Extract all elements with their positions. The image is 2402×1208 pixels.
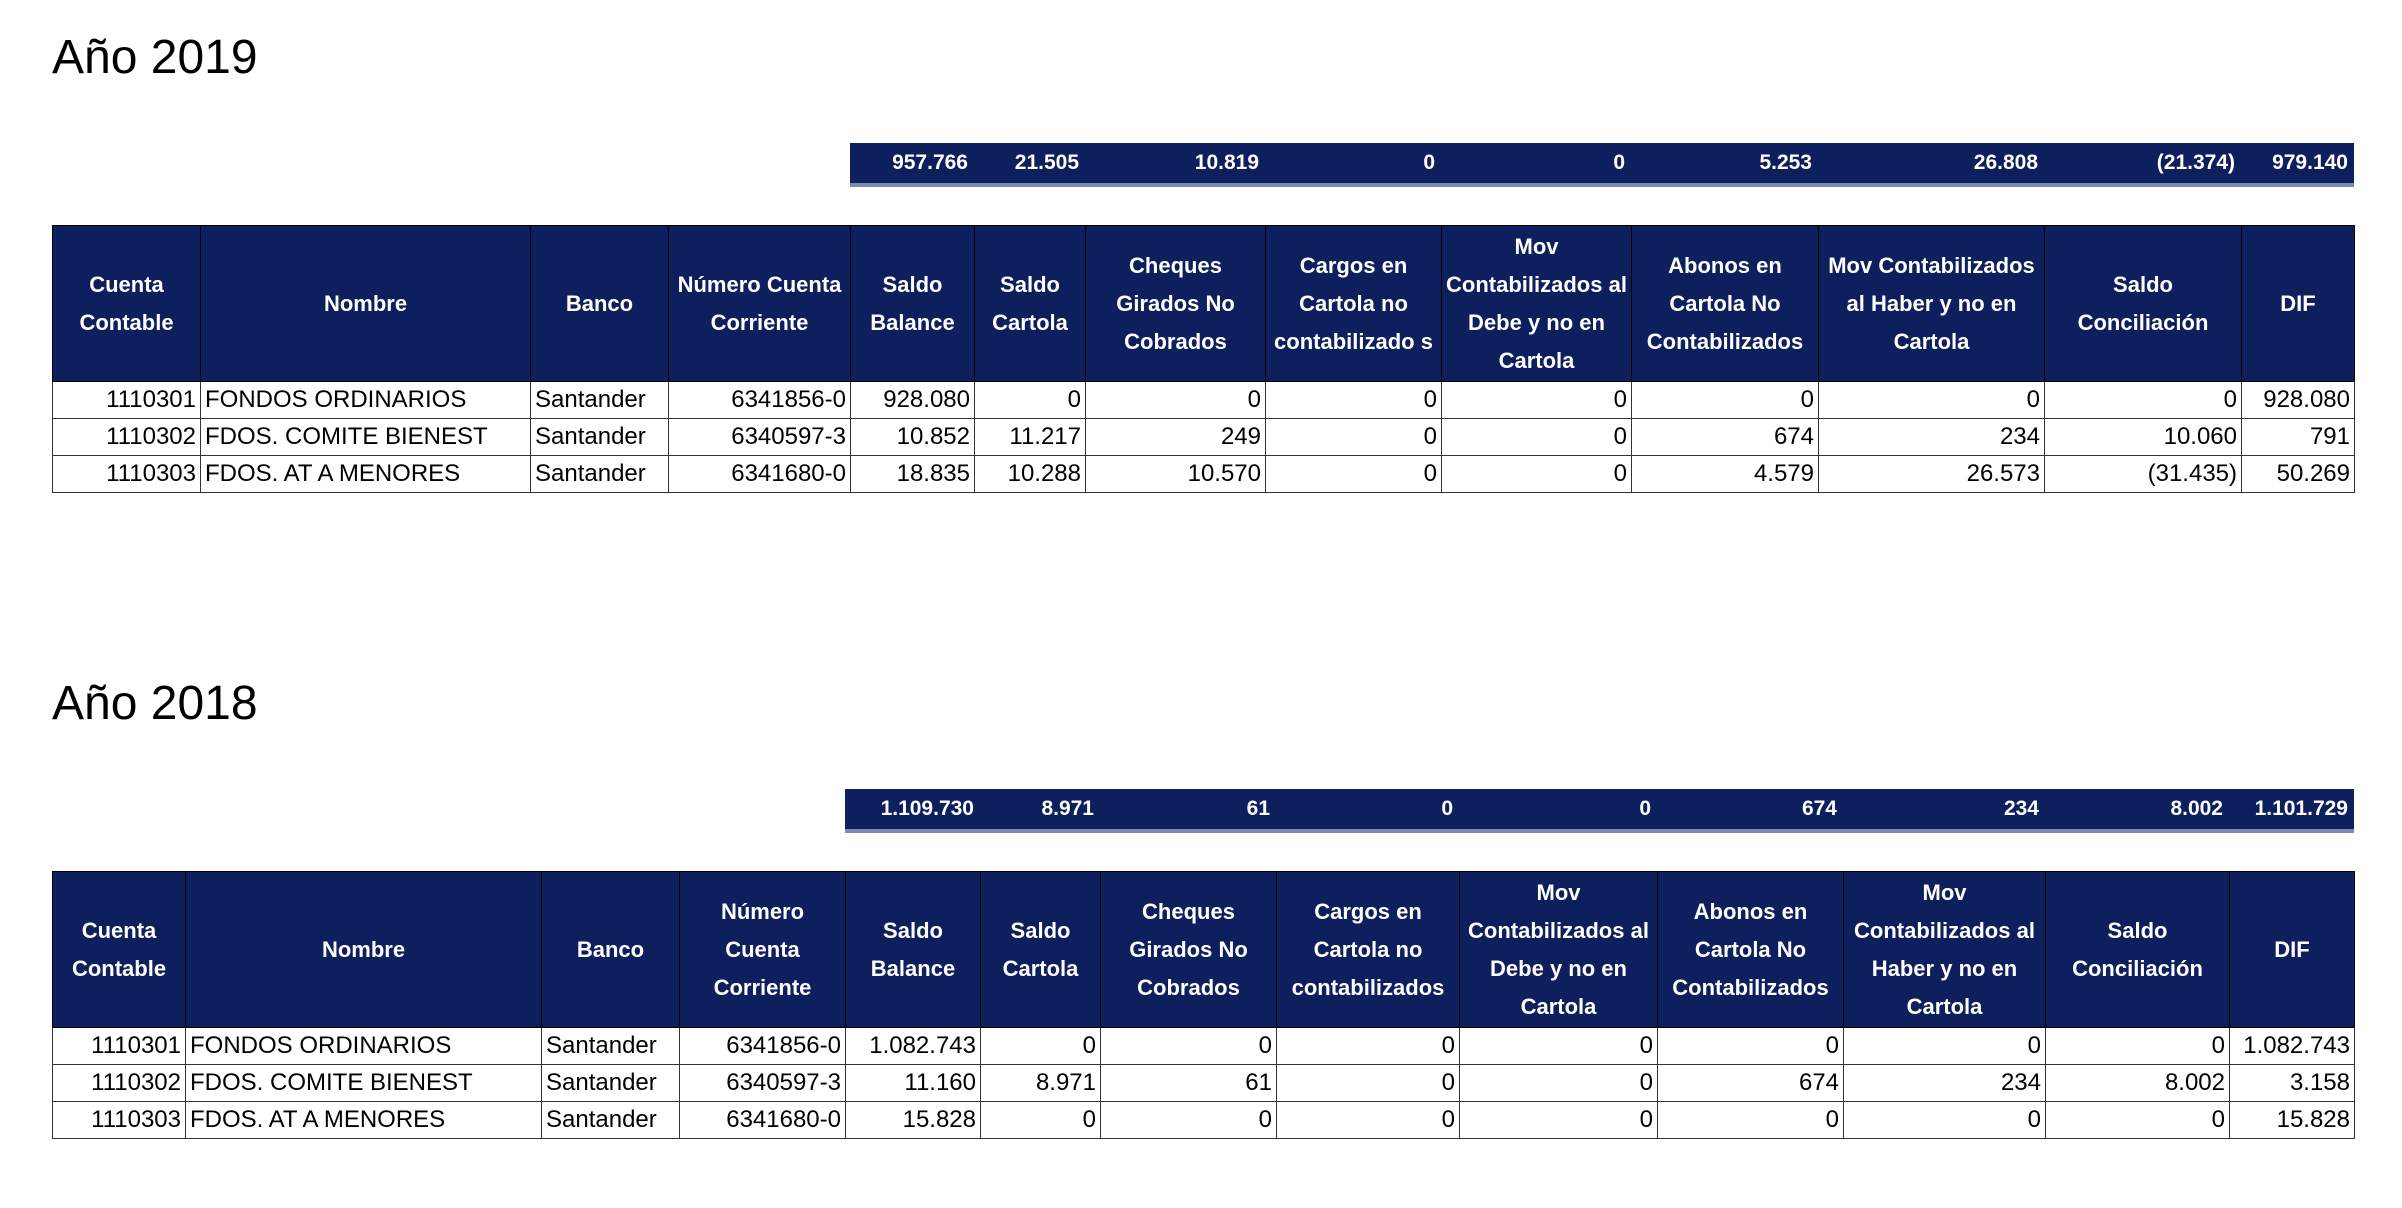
cell-mov-debe: 0 <box>1442 382 1632 419</box>
header-cargos-cartola: Cargos en Cartola no contabilizados <box>1277 872 1460 1028</box>
header-cheques-girados: Cheques Girados No Cobrados <box>1086 226 1266 382</box>
cell-mov-haber: 0 <box>1844 1102 2046 1139</box>
total-saldo-conciliacion: (21.374) <box>2156 151 2235 174</box>
header-cuenta-contable: Cuenta Contable <box>53 226 201 382</box>
cell-saldo-balance: 11.160 <box>846 1065 981 1102</box>
cell-nombre: FONDOS ORDINARIOS <box>186 1028 542 1065</box>
cell-dif: 928.080 <box>2242 382 2355 419</box>
header-cheques-girados: Cheques Girados No Cobrados <box>1101 872 1277 1028</box>
total-mov-haber: 26.808 <box>1973 151 2038 174</box>
header-saldo-balance: Saldo Balance <box>846 872 981 1028</box>
header-nombre: Nombre <box>186 872 542 1028</box>
total-mov-haber: 234 <box>2003 797 2039 820</box>
total-cheques-girados: 10.819 <box>1194 151 1259 174</box>
cell-mov-haber: 0 <box>1844 1028 2046 1065</box>
cell-abonos-cartola: 4.579 <box>1632 456 1819 493</box>
cell-cargos-cartola: 0 <box>1266 419 1442 456</box>
cell-cheques-girados: 10.570 <box>1086 456 1266 493</box>
total-dif: 1.101.729 <box>2254 797 2348 820</box>
cell-dif: 15.828 <box>2230 1102 2355 1139</box>
cell-cargos-cartola: 0 <box>1277 1102 1460 1139</box>
cell-saldo-cartola: 10.288 <box>975 456 1086 493</box>
total-mov-debe: 0 <box>1613 151 1625 174</box>
cell-cargos-cartola: 0 <box>1266 456 1442 493</box>
cell-cargos-cartola: 0 <box>1277 1065 1460 1102</box>
cell-cheques-girados: 249 <box>1086 419 1266 456</box>
cell-dif: 1.082.743 <box>2230 1028 2355 1065</box>
header-dif: DIF <box>2230 872 2355 1028</box>
cell-cuenta: 1110303 <box>53 456 201 493</box>
cell-numero-cuenta: 6340597-3 <box>669 419 851 456</box>
header-banco: Banco <box>542 872 680 1028</box>
total-saldo-cartola: 8.971 <box>1041 797 1094 820</box>
reconciliation-table-2019 <box>52 225 2355 493</box>
cell-saldo-balance: 928.080 <box>851 382 975 419</box>
cell-cheques-girados: 61 <box>1101 1065 1277 1102</box>
total-cargos-cartola: 0 <box>1441 797 1453 820</box>
header-saldo-conciliacion: Saldo Conciliación <box>2045 226 2242 382</box>
header-mov-debe: Mov Contabilizados al Debe y no en Cartola <box>1442 226 1632 382</box>
cell-cuenta: 1110302 <box>53 419 201 456</box>
cell-cheques-girados: 0 <box>1101 1102 1277 1139</box>
header-numero-cuenta: Número Cuenta Corriente <box>669 226 851 382</box>
cell-nombre: FDOS. COMITE BIENEST <box>186 1065 542 1102</box>
table-row <box>53 456 2355 493</box>
cell-banco: Santander <box>531 456 669 493</box>
cell-mov-haber: 0 <box>1819 382 2045 419</box>
cell-abonos-cartola: 0 <box>1658 1102 1844 1139</box>
total-cheques-girados: 61 <box>1246 797 1270 820</box>
header-mov-haber: Mov Contabilizados al Haber y no en Cartola <box>1844 872 2046 1028</box>
header-saldo-conciliacion: Saldo Conciliación <box>2046 872 2230 1028</box>
cell-saldo-conciliacion: 0 <box>2046 1028 2230 1065</box>
cell-mov-haber: 26.573 <box>1819 456 2045 493</box>
cell-numero-cuenta: 6341680-0 <box>669 456 851 493</box>
header-dif: DIF <box>2242 226 2355 382</box>
table-row <box>53 1028 2355 1065</box>
cell-abonos-cartola: 0 <box>1632 382 1819 419</box>
header-cargos-cartola: Cargos en Cartola no contabilizado s <box>1266 226 1442 382</box>
cell-saldo-balance: 15.828 <box>846 1102 981 1139</box>
table-row <box>53 419 2355 456</box>
cell-numero-cuenta: 6341680-0 <box>680 1102 846 1139</box>
cell-numero-cuenta: 6341856-0 <box>680 1028 846 1065</box>
cell-banco: Santander <box>542 1102 680 1139</box>
total-cargos-cartola: 0 <box>1423 151 1435 174</box>
total-abonos-cartola: 674 <box>1801 797 1837 820</box>
section-title-2018: Año 2018 <box>52 677 258 730</box>
cell-dif: 791 <box>2242 419 2355 456</box>
cell-saldo-cartola: 11.217 <box>975 419 1086 456</box>
total-mov-debe: 0 <box>1639 797 1651 820</box>
cell-cuenta: 1110301 <box>53 1028 186 1065</box>
table-row <box>53 1065 2355 1102</box>
cell-numero-cuenta: 6340597-3 <box>680 1065 846 1102</box>
cell-nombre: FDOS. AT A MENORES <box>186 1102 542 1139</box>
cell-nombre: FDOS. AT A MENORES <box>201 456 531 493</box>
cell-abonos-cartola: 0 <box>1658 1028 1844 1065</box>
header-numero-cuenta: Número Cuenta Corriente <box>680 872 846 1028</box>
table-header-row <box>53 226 2355 382</box>
header-abonos-cartola: Abonos en Cartola No Contabilizados <box>1658 872 1844 1028</box>
cell-saldo-conciliacion: 0 <box>2046 1102 2230 1139</box>
header-mov-haber: Mov Contabilizados al Haber y no en Cartola <box>1819 226 2045 382</box>
header-saldo-cartola: Saldo Cartola <box>975 226 1086 382</box>
cell-cuenta: 1110301 <box>53 382 201 419</box>
header-mov-debe: Mov Contabilizados al Debe y no en Cartola <box>1460 872 1658 1028</box>
total-abonos-cartola: 5.253 <box>1759 151 1812 174</box>
cell-saldo-cartola: 0 <box>981 1102 1101 1139</box>
cell-mov-haber: 234 <box>1844 1065 2046 1102</box>
cell-saldo-balance: 18.835 <box>851 456 975 493</box>
header-banco: Banco <box>531 226 669 382</box>
header-saldo-cartola: Saldo Cartola <box>981 872 1101 1028</box>
cell-banco: Santander <box>531 382 669 419</box>
header-cuenta-contable: Cuenta Contable <box>53 872 186 1028</box>
total-dif: 979.140 <box>2272 151 2348 174</box>
header-nombre: Nombre <box>201 226 531 382</box>
cell-mov-debe: 0 <box>1442 419 1632 456</box>
cell-banco: Santander <box>531 419 669 456</box>
total-saldo-cartola: 21.505 <box>1014 151 1079 174</box>
cell-mov-debe: 0 <box>1442 456 1632 493</box>
table-row <box>53 1102 2355 1139</box>
total-saldo-balance: 957.766 <box>892 151 968 174</box>
cell-dif: 50.269 <box>2242 456 2355 493</box>
cell-banco: Santander <box>542 1028 680 1065</box>
cell-saldo-balance: 1.082.743 <box>846 1028 981 1065</box>
cell-dif: 3.158 <box>2230 1065 2355 1102</box>
header-saldo-balance: Saldo Balance <box>851 226 975 382</box>
cell-mov-haber: 234 <box>1819 419 2045 456</box>
cell-saldo-cartola: 0 <box>981 1028 1101 1065</box>
cell-saldo-conciliacion: 8.002 <box>2046 1065 2230 1102</box>
table-header-row <box>53 872 2355 1028</box>
cell-abonos-cartola: 674 <box>1632 419 1819 456</box>
cell-cuenta: 1110303 <box>53 1102 186 1139</box>
cell-saldo-conciliacion: 10.060 <box>2045 419 2242 456</box>
cell-nombre: FONDOS ORDINARIOS <box>201 382 531 419</box>
cell-cheques-girados: 0 <box>1086 382 1266 419</box>
cell-banco: Santander <box>542 1065 680 1102</box>
cell-saldo-cartola: 0 <box>975 382 1086 419</box>
section-title-2019: Año 2019 <box>52 31 258 84</box>
cell-abonos-cartola: 674 <box>1658 1065 1844 1102</box>
table-row <box>53 382 2355 419</box>
reconciliation-table-2018 <box>52 871 2355 1139</box>
cell-mov-debe: 0 <box>1460 1028 1658 1065</box>
total-saldo-balance: 1.109.730 <box>880 797 974 820</box>
cell-saldo-cartola: 8.971 <box>981 1065 1101 1102</box>
cell-saldo-balance: 10.852 <box>851 419 975 456</box>
totals-bar-2019 <box>850 143 2354 187</box>
cell-nombre: FDOS. COMITE BIENEST <box>201 419 531 456</box>
cell-cargos-cartola: 0 <box>1266 382 1442 419</box>
cell-numero-cuenta: 6341856-0 <box>669 382 851 419</box>
cell-saldo-conciliacion: (31.435) <box>2045 456 2242 493</box>
cell-saldo-conciliacion: 0 <box>2045 382 2242 419</box>
cell-mov-debe: 0 <box>1460 1102 1658 1139</box>
cell-mov-debe: 0 <box>1460 1065 1658 1102</box>
cell-cheques-girados: 0 <box>1101 1028 1277 1065</box>
header-abonos-cartola: Abonos en Cartola No Contabilizados <box>1632 226 1819 382</box>
total-saldo-conciliacion: 8.002 <box>2170 797 2223 820</box>
totals-bar-2018 <box>845 789 2354 833</box>
cell-cuenta: 1110302 <box>53 1065 186 1102</box>
cell-cargos-cartola: 0 <box>1277 1028 1460 1065</box>
